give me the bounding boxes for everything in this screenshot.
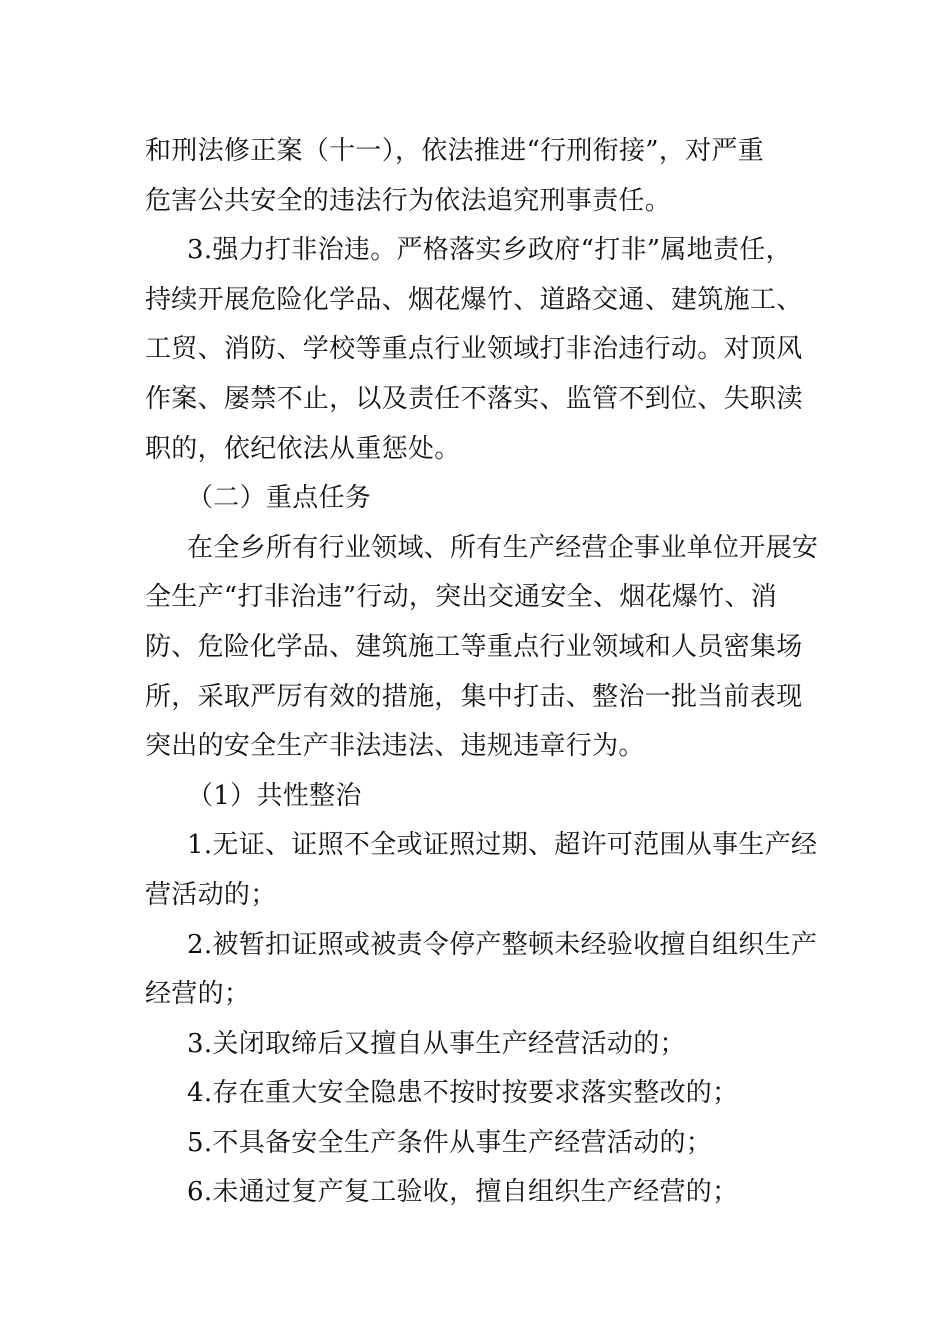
text-line: 作案、屡禁不止，以及责任不落实、监管不到位、失职渎: [145, 383, 803, 414]
text-line: 营活动的；: [145, 879, 277, 910]
text-line: 经营的；: [145, 979, 251, 1010]
list-item: 3.关闭取缔后又擅自从事生产经营活动的；: [187, 1028, 686, 1059]
text-line: 持续开展危险化学品、烟花爆竹、道路交通、建筑施工、: [145, 284, 803, 315]
list-item: 5.不具备安全生产条件从事生产经营活动的；: [187, 1127, 713, 1158]
list-item: 2.被暂扣证照或被责令停产整顿未经验收擅自组织生产: [187, 929, 818, 960]
text-line: 和刑法修正案（十一），依法推进“行刑衔接”，对严重: [145, 136, 765, 166]
text-line: 所，采取严厉有效的措施，集中打击、整治一批当前表现: [145, 681, 803, 712]
text-line: 全生产“打非治违”行动，突出交通安全、烟花爆竹、消: [145, 582, 778, 613]
document-body: [145, 127, 819, 1218]
text-line: 危害公共安全的违法行为依法追究刑事责任。: [145, 185, 672, 216]
text-line: 在全乡所有行业领域、所有生产经营企事业单位开展安: [187, 532, 819, 563]
text-line: 职的，依纪依法从重惩处。: [145, 433, 461, 464]
text-line: 防、危险化学品、建筑施工等重点行业领域和人员密集场: [145, 631, 803, 662]
list-item: 6.未通过复产复工验收，擅自组织生产经营的；: [187, 1177, 739, 1208]
list-item: 1.无证、证照不全或证照过期、超许可范围从事生产经: [187, 830, 818, 861]
text-line: 工贸、消防、学校等重点行业领域打非治违行动。对顶风: [145, 334, 803, 365]
list-item: 4.存在重大安全隐患不按时按要求落实整改的；: [187, 1078, 739, 1109]
text-line: 3.强力打非治违。严格落实乡政府“打非”属地责任，: [187, 235, 792, 266]
section-heading: （二）重点任务: [187, 483, 372, 514]
text-line: 突出的安全生产非法违法、违规违章行为。: [145, 731, 645, 762]
subsection-heading: （1）共性整治: [187, 780, 362, 811]
